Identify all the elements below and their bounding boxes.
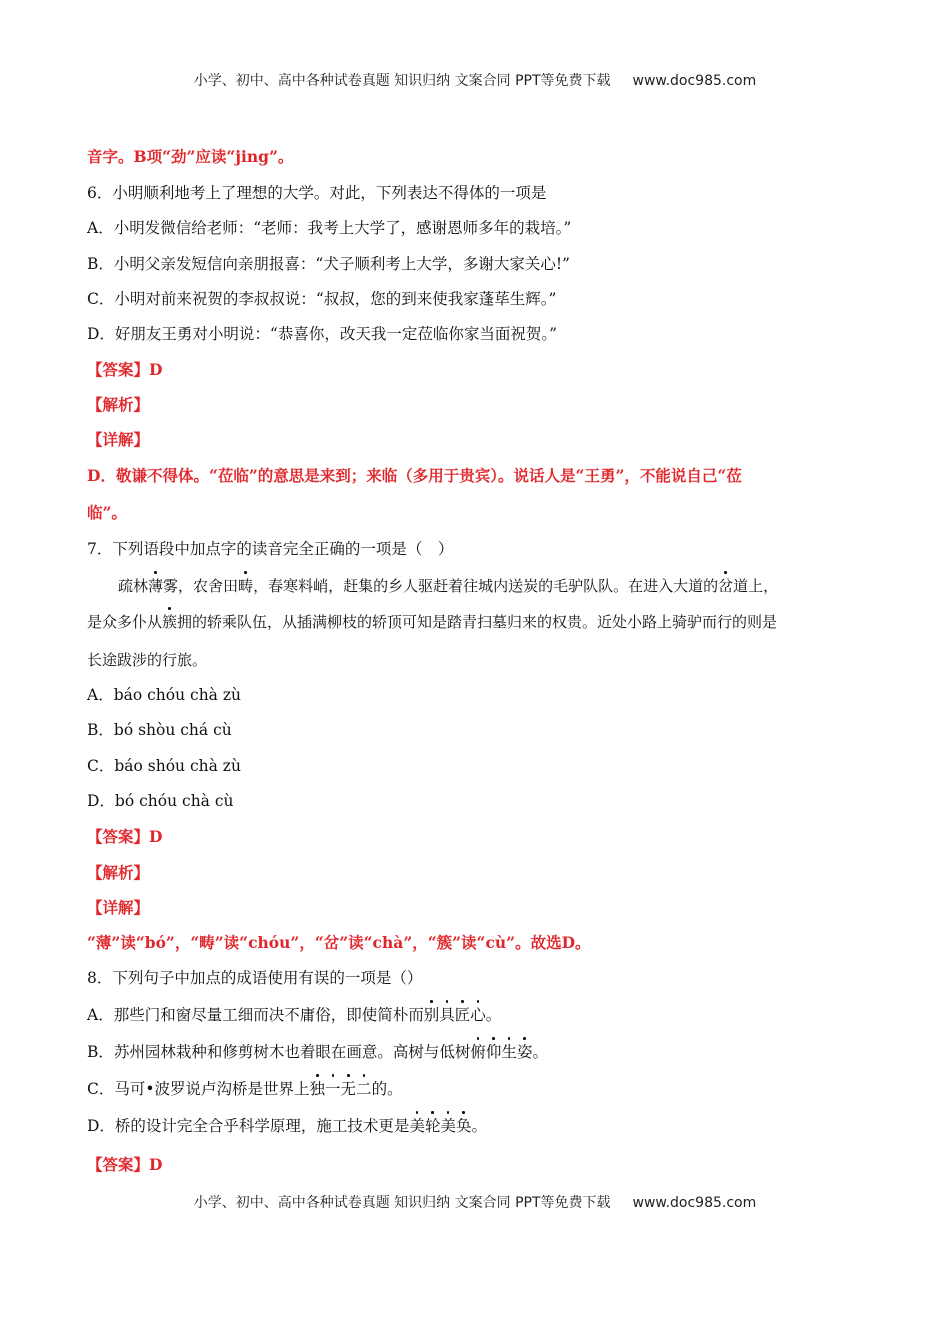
option-text: 。 (485, 1006, 502, 1024)
header-text: 小学、初中、高中各种试卷真题 知识归纳 文案合同 PPT等免费下载 (193, 73, 611, 89)
passage-text: 疏林 (118, 577, 149, 595)
q7-passage-line-3: 长途跋涉的行旅。 (87, 651, 208, 669)
dotted-char: 姿 (516, 1043, 533, 1061)
dotted-char: 畴 (238, 577, 254, 595)
q8-answer-label: 【答案】 (87, 1155, 150, 1174)
dotted-char: 仰 (485, 1043, 502, 1061)
option-text: B．苏州园林栽种和修剪树木也着眼在画意。高树与低树 (87, 1043, 471, 1061)
passage-text: 是众多仆从 (87, 613, 163, 631)
q6-answer-value: D (149, 360, 163, 379)
dotted-char: 岔 (718, 577, 734, 595)
q7-answer-label: 【答案】 (87, 827, 150, 846)
q8-option-c (87, 1078, 403, 1100)
q7-detail-label: 【详解】 (87, 898, 150, 917)
q5-continuation: 音字。B项“劲”应读“jing”。 (87, 147, 294, 166)
dotted-char: 俯 (470, 1043, 486, 1061)
q6-answer-label: 【答案】 (87, 360, 150, 379)
dotted-char: 独 (309, 1080, 326, 1098)
option-text: D．桥的设计完全合乎科学原理，施工技术更是 (87, 1117, 410, 1135)
option-text: 。 (532, 1043, 548, 1061)
option-text: 的。 (371, 1080, 403, 1098)
dotted-char: 心 (470, 1006, 486, 1024)
footer-url[interactable]: www.doc985.com (632, 1195, 757, 1211)
q7-analysis-label: 【解析】 (87, 863, 150, 882)
dotted-char: 无 (340, 1080, 357, 1098)
q6-option-d: D．好朋友王勇对小明说：“恭喜你，改天我一定莅临你家当面祝贺。” (87, 325, 558, 343)
q7-option-d: D．bó chóu chà cù (87, 792, 234, 810)
dotted-char: 轮 (424, 1117, 441, 1135)
q6-analysis-label: 【解析】 (87, 395, 150, 414)
q7-answer-value: D (149, 827, 163, 846)
page-footer (0, 1192, 950, 1212)
q8-answer-value: D (149, 1155, 163, 1174)
q8-option-b (87, 1041, 548, 1063)
dotted-char: 匠 (454, 1006, 471, 1024)
q6-answer (87, 359, 162, 381)
q6-option-b: B．小明父亲发短信向亲朋报喜：“犬子顺利考上大学，多谢大家关心!” (87, 255, 570, 273)
dotted-char: 别 (423, 1006, 440, 1024)
q6-stem: 6．小明顺利地考上了理想的大学。对此，下列表达不得体的一项是 (87, 184, 547, 202)
dotted-char: 一 (325, 1080, 341, 1098)
q6-option-c: C．小明对前来祝贺的李叔叔说：“叔叔，您的到来使我家蓬荜生辉。” (87, 290, 557, 308)
dotted-char: 奂 (455, 1117, 472, 1135)
option-text: A．那些门和窗尽量工细而决不庸俗，即使简朴而 (87, 1006, 424, 1024)
q6-option-a: A．小明发微信给老师：“老师：我考上大学了，感谢恩师多年的栽培。” (87, 219, 572, 237)
dotted-char: 具 (439, 1006, 455, 1024)
q7-option-b: B．bó shòu chá cù (87, 721, 232, 739)
q6-detail-line-2: 临”。 (87, 503, 127, 522)
dotted-char: 美 (440, 1117, 456, 1135)
dotted-char: 生 (501, 1043, 517, 1061)
q8-stem: 8．下列句子中加点的成语使用有误的一项是（） (87, 969, 423, 987)
dotted-char: 薄 (148, 577, 164, 595)
footer-text: 小学、初中、高中各种试卷真题 知识归纳 文案合同 PPT等免费下载 (193, 1195, 611, 1211)
dotted-char: 美 (409, 1117, 425, 1135)
q8-answer (87, 1154, 162, 1176)
q6-detail-line-1: D．敬谦不得体。“莅临”的意思是来到；来临（多用于贵宾）。说话人是“王勇”，不能说自己“莅 (87, 466, 742, 485)
q7-answer (87, 826, 162, 848)
dotted-char: 簇 (162, 613, 178, 631)
q7-detail-line-1: “薄”读“bó”，“畴”读“chóu”，“岔”读“chà”，“簇”读“cù”。故选D。 (87, 933, 591, 952)
q7-option-a: A．báo chóu chà zù (87, 686, 242, 704)
passage-text: 雾，农舍田 (163, 577, 239, 595)
passage-text: ，春寒料峭，赶集的乡人驱赶着往城内送炭的毛驴队队。在进入大道的 (253, 577, 719, 595)
passage-text: 拥的轿乘队伍，从插满柳枝的轿顶可知是踏青扫墓归来的权贵。近处小路上骑驴而行的则是 (177, 613, 778, 631)
q7-option-c: C．báo shóu chà zù (87, 757, 241, 775)
passage-text: 道上， (733, 577, 779, 595)
q8-option-d (87, 1115, 487, 1137)
q8-option-a (87, 1004, 501, 1026)
page-header (0, 70, 950, 90)
header-url[interactable]: www.doc985.com (632, 73, 757, 89)
q7-stem: 7．下列语段中加点字的读音完全正确的一项是（ ） (87, 540, 454, 558)
option-text: 。 (471, 1117, 488, 1135)
q7-passage-line-2 (87, 611, 777, 633)
dotted-char: 二 (356, 1080, 372, 1098)
q6-detail-label: 【详解】 (87, 430, 150, 449)
q7-passage-line-1 (118, 575, 778, 597)
option-text: C．马可•波罗说卢沟桥是世界上 (87, 1080, 310, 1098)
